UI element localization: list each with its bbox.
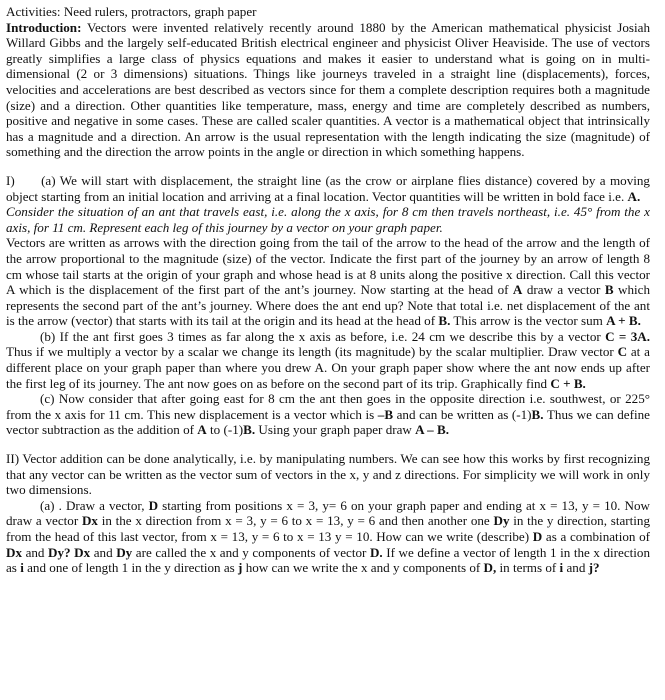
section-1b-paragraph: (b) If the ant first goes 3 times as far along the x axis as before, i.e. 24 cm we describe this by a vector C = 3A. Thus if we multiply a vector by a scalar we change its length (its magnitude) by the scalar multiplier. Draw vector C at a different place on your graph paper than where you drew A. On your graph paper show where the ant now ends up after the first leg of its journey. The ant now goes on as before on the second part of its trip. Graphically find C + B. — [6, 328, 650, 391]
ant-problem-statement: Consider the situation of an ant that travels east, i.e. along the x axis, for 8 cm then travels northeast, i.e. 45° from the x axis, for 11 cm. Represent each leg of this journey by a vector on your graph paper. — [6, 204, 650, 235]
introduction-label: Introduction: — [6, 19, 82, 35]
section-1a-paragraph: I) (a) We will start with displacement, the straight line (as the crow or airplane flies distance) covered by a moving object starting from an initial location and arriving at a final location. Vector quantities will be written in bold face i.e. A. Consider the situation of an ant that travels east, i.e. along the x axis, for 8 cm then travels northeast, i.e. 45° from the x axis, for 11 cm. Represent each leg of this journey by a vector on your graph paper. Vectors are written as arrows with the direction going from the tail of the arrow to the head of the arrow and the length of the arrow proportional to the magnitude (size) of the vector. Indicate the first part of the journey by an arrow of length 8 cm whose tail starts at the origin of your graph and whose head is at 8 units along the positive x direction. Call this vector A which is the displacement of the first part of the ant’s journey. Now starting at the head of A draw a vector B which represents the second part of the ant’s journey. Where does the ant end up? Note that total i.e. net displacement of the ant is the arrow (vector) that starts with its tail at the origin and its head at the head of B. This arrow is the vector sum A + B. — [6, 172, 650, 329]
section-2-intro: II) Vector addition can be done analytically, i.e. by manipulating numbers. We can see how this works by first recognizing that any vector can be written as the vector sum of vectors in the x, y and z directions. For simplicity we will work in only two dimensions. — [6, 451, 650, 498]
introduction-paragraph — [6, 20, 650, 160]
section-1c-paragraph: (c) Now consider that after going east for 8 cm the ant then goes in the opposite direction i.e. southwest, or 225° from the x axis for 11 cm. This new displacement is a vector which is –B and can be written as (-1)B. Thus we can define vector subtraction as the addition of A to (-1)B. Using your graph paper draw A – B. — [6, 391, 650, 438]
section-2a-paragraph: (a) . Draw a vector, D starting from positions x = 3, y= 6 on your graph paper and ending at x = 13, y = 10. Now draw a vector Dx in the x direction from x = 3, y = 6 to x = 13, y = 6 and then another one Dy in the y direction, starting from the head of this last vector, from x = 13, y = 6 to x = 13 y = 10. How can we write (describe) D as a combination of Dx and Dy? Dx and Dy are called the x and y components of vector D. If we define a vector of length 1 in the x direction as i and one of length 1 in the y direction as j how can we write the x and y components of D, in terms of i and j? — [6, 497, 651, 576]
activities-line: Activities: Need rulers, protractors, graph paper — [6, 4, 257, 19]
introduction-text: Vectors were invented relatively recently around 1880 by the American mathematical physicist Josiah Willard Gibbs and the largely self-educated British electrical engineer and physicist Oliver Heaviside. The use of vectors greatly simplifies a large class of physics equations and makes it easier to understand what is going on in multi-dimensional (2 or 3 dimensions) situations. Things like journeys traveled in a straight line (displacements), forces, velocities and accelerations are best described as vectors since for them a complete description requires both a magnitude (size) and a direction. Other quantities like temperature, mass, energy and time are completely described as numbers, positive and negative in some cases. These are called scaler quantities. A vector is a mathematical object that intrinsically has a magnitude and a direction. An arrow is the usual representation with the length indicating the size (magnitude) of something and the direction the arrow points in the angle or direction in which something happens. — [6, 19, 650, 160]
section-1-heading: I) — [6, 172, 15, 188]
